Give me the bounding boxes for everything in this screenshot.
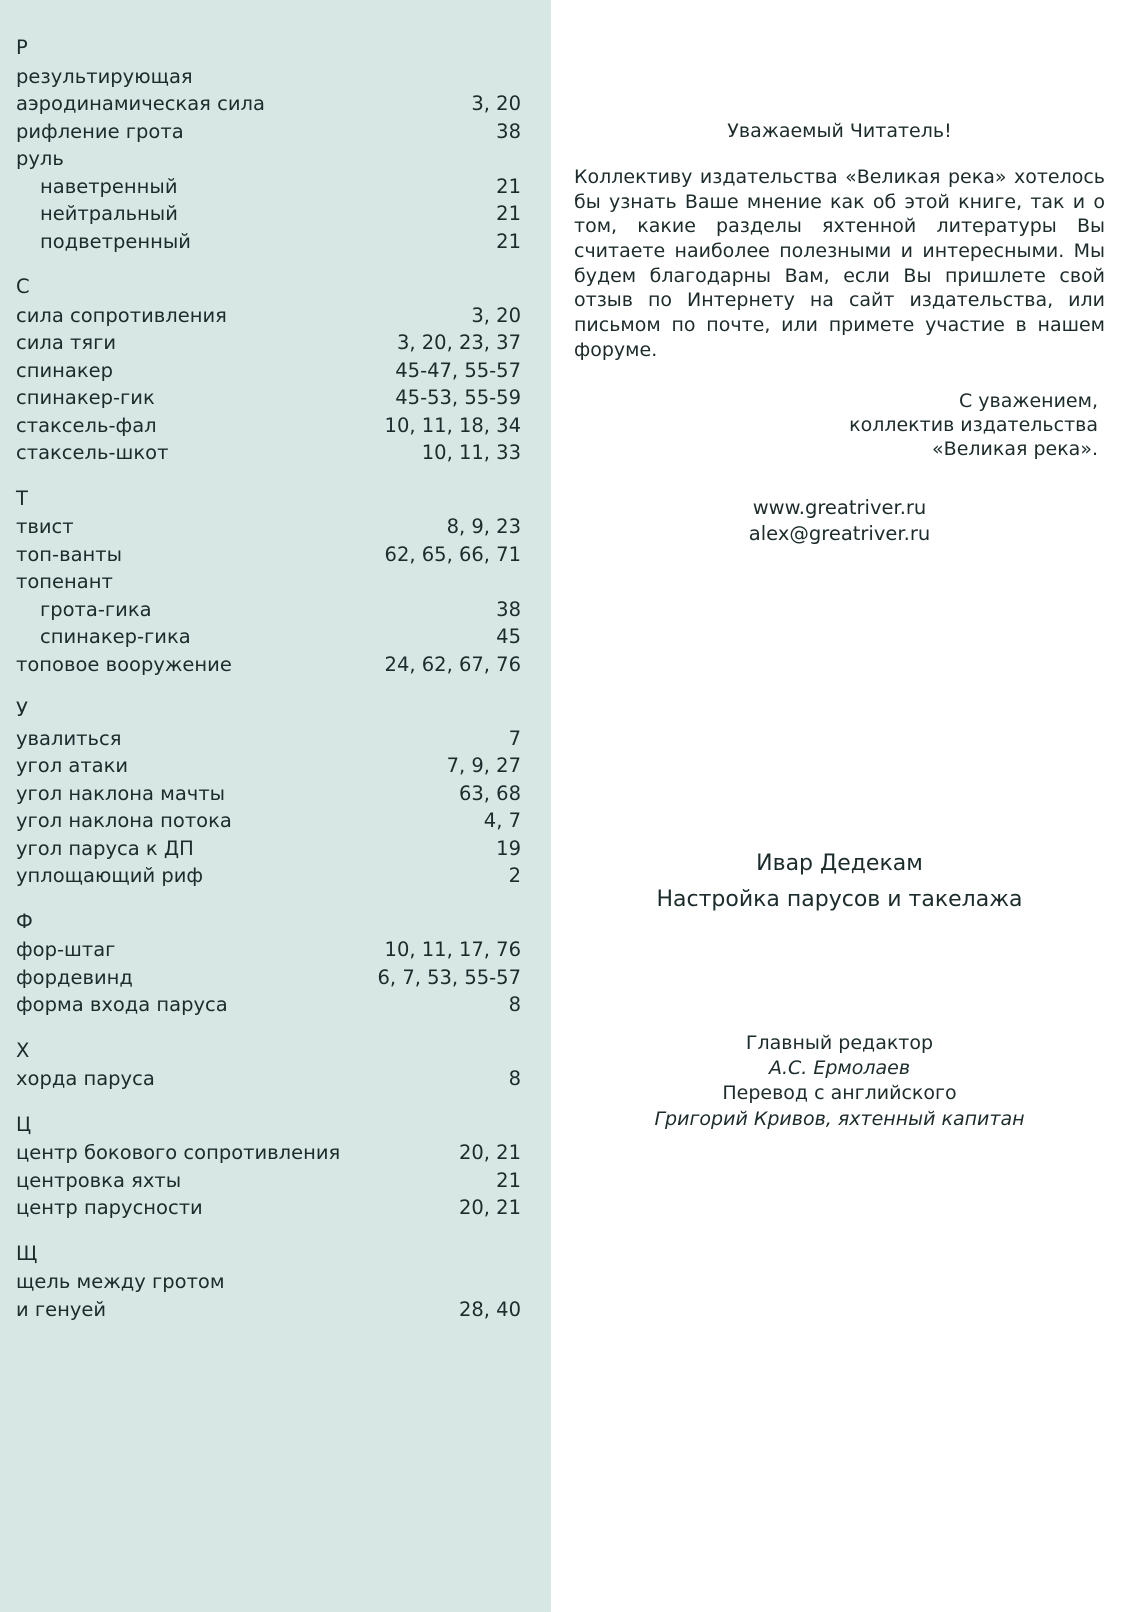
- reader-note-title: Уважаемый Читатель!: [727, 120, 952, 142]
- index-pages: 10, 11, 33: [421, 441, 521, 464]
- index-entry: [16, 303, 521, 327]
- index-letter: Ц: [16, 1112, 32, 1136]
- index-entry: [16, 597, 521, 621]
- index-pages: 21: [496, 174, 521, 198]
- index-letter: С: [16, 275, 30, 298]
- index-group-h: [14, 1038, 521, 1090]
- index-entry: [16, 866, 521, 886]
- index-term: подветренный: [40, 229, 191, 253]
- index-term: топовое вооружение: [16, 652, 232, 676]
- index-entry: [16, 94, 521, 114]
- index-term: результирующая: [16, 64, 193, 88]
- index-pages: 7, 9, 27: [446, 754, 521, 777]
- index-entry: [16, 229, 521, 253]
- index-entry: [16, 64, 521, 88]
- index-entry: [16, 965, 521, 989]
- index-entry: [16, 149, 521, 169]
- index-pages: 4, 7: [483, 809, 521, 832]
- index-entry: [16, 1272, 521, 1292]
- email-link[interactable]: alex@greatriver.ru: [748, 521, 931, 545]
- index-entry: [16, 119, 521, 143]
- contacts-block: [573, 495, 1106, 546]
- index-term: угол паруса к ДП: [16, 836, 194, 860]
- index-term: рифление грота: [16, 119, 184, 143]
- signature-line-2: коллектив издательства: [849, 413, 1098, 436]
- index-entry: [16, 174, 521, 198]
- index-term: спинакер-гика: [40, 625, 191, 648]
- index-group-t: [14, 486, 521, 676]
- index-entry: [16, 836, 521, 860]
- signature-line-3: «Великая река».: [932, 438, 1098, 461]
- index-term: аэродинамическая сила: [16, 92, 265, 115]
- index-term: топ-ванты: [16, 542, 123, 566]
- colophon-page: [551, 0, 1128, 1612]
- index-pages: 8: [508, 993, 521, 1016]
- index-entry: [16, 443, 521, 463]
- index-group-c: [14, 1112, 521, 1219]
- colophon-content: [573, 0, 1106, 1132]
- translation-label: Перевод с английского: [722, 1082, 957, 1105]
- index-term: увалиться: [16, 726, 122, 750]
- index-letter: Х: [16, 1038, 30, 1062]
- index-term: форма входа паруса: [16, 993, 228, 1016]
- reader-note-body: Коллективу издательства «Великая река» хотелось бы узнать Ваше мнение как об этой книге, так и о том, какие разделы яхтенной литературы Вы считаете наиболее полезными и интересными. Мы будем благодарны Вам, если Вы пришлете свой отзыв по Интернету на сайт издательства, или письмом по почте, или примете участие в нашем форуме.: [574, 166, 1105, 361]
- book-block: [573, 846, 1106, 919]
- index-pages: 3, 20, 23, 37: [396, 331, 521, 354]
- index-pages: 8, 9, 23: [446, 515, 521, 538]
- index-term: и генуей: [16, 1297, 107, 1321]
- index-pages: 45-53, 55-59: [395, 386, 521, 409]
- index-pages: 10, 11, 18, 34: [384, 413, 521, 437]
- index-term: руль: [16, 147, 64, 170]
- index-group-u: [14, 700, 521, 886]
- translator-name: Григорий Кривов, яхтенный капитан: [654, 1107, 1025, 1130]
- index-pages: 6, 7, 53, 55-57: [377, 965, 521, 989]
- index-term: фор-штаг: [16, 938, 116, 961]
- index-term: хорда паруса: [16, 1067, 155, 1090]
- index-entry: [16, 388, 521, 408]
- index-entry: [16, 652, 521, 676]
- index-term: сила сопротивления: [16, 303, 227, 327]
- index-entry: [16, 1069, 521, 1089]
- index-term: центр парусности: [16, 1196, 203, 1219]
- index-letter: Ф: [16, 909, 33, 933]
- index-letter: Т: [16, 486, 29, 510]
- index-entry: [16, 995, 521, 1015]
- index-entry: [16, 572, 521, 592]
- index-entry: [16, 627, 521, 647]
- index-entry: [16, 940, 521, 960]
- index-pages: 63, 68: [458, 781, 521, 805]
- index-term: центр бокового сопротивления: [16, 1141, 341, 1164]
- index-entry: [16, 1297, 521, 1321]
- index-term: фордевинд: [16, 965, 133, 989]
- index-entry: [16, 204, 521, 224]
- index-pages: 19: [496, 836, 521, 860]
- index-term: топенант: [16, 570, 113, 593]
- index-pages: 7: [508, 726, 521, 750]
- index-pages: 28, 40: [458, 1297, 521, 1321]
- index-pages: 21: [496, 229, 521, 253]
- index-entry: [16, 1168, 521, 1192]
- index-column: [14, 38, 521, 1319]
- index-term: угол атаки: [16, 754, 129, 777]
- index-pages: 38: [496, 119, 521, 143]
- index-term: угол наклона потока: [16, 809, 232, 832]
- index-term: сила тяги: [16, 331, 117, 354]
- index-letter: Р: [16, 36, 28, 59]
- index-pages: 20, 21: [458, 1141, 521, 1164]
- index-term: центровка яхты: [16, 1168, 182, 1192]
- index-entry: [16, 1198, 521, 1218]
- index-pages: 45-47, 55-57: [395, 358, 521, 382]
- index-term: стаксель-фал: [16, 413, 157, 437]
- index-pages: 21: [496, 1168, 521, 1192]
- signature-block: [573, 389, 1106, 462]
- index-pages: 45: [496, 625, 521, 648]
- index-group-sch: [14, 1241, 521, 1321]
- index-pages: 2: [508, 864, 521, 887]
- index-letter: У: [16, 698, 29, 721]
- editor-name: А.С. Ермолаев: [768, 1056, 911, 1079]
- index-letter: Щ: [16, 1241, 38, 1265]
- website-link[interactable]: www.greatriver.ru: [752, 496, 927, 520]
- index-term: наветренный: [40, 174, 178, 198]
- index-pages: 24, 62, 67, 76: [384, 652, 521, 676]
- index-pages: 38: [496, 597, 521, 621]
- index-term: грота-гика: [40, 597, 152, 621]
- index-entry: [16, 333, 521, 353]
- book-title: Настройка парусов и такелажа: [656, 887, 1023, 913]
- index-term: нейтральный: [40, 202, 178, 225]
- index-entry: [16, 517, 521, 537]
- index-term: уплощающий риф: [16, 864, 204, 887]
- index-group-s: [14, 277, 521, 463]
- index-group-r: [14, 38, 521, 251]
- index-pages: 21: [496, 202, 521, 225]
- index-term: спинакер-гик: [16, 386, 155, 409]
- signature-line-1: С уважением,: [958, 389, 1098, 412]
- index-page: [0, 0, 551, 1612]
- editor-label: Главный редактор: [745, 1031, 934, 1054]
- index-pages: 62, 65, 66, 71: [384, 542, 521, 566]
- index-entry: [16, 756, 521, 776]
- index-term: щель между гротом: [16, 1270, 225, 1293]
- index-term: стаксель-шкот: [16, 441, 169, 464]
- index-pages: 10, 11, 17, 76: [384, 938, 521, 961]
- index-entry: [16, 781, 521, 805]
- index-entry: [16, 358, 521, 382]
- index-pages: 3, 20: [471, 92, 521, 115]
- index-entry: [16, 542, 521, 566]
- book-author: Ивар Дедекам: [756, 851, 923, 877]
- index-term: твист: [16, 515, 74, 538]
- index-pages: 20, 21: [458, 1196, 521, 1219]
- index-term: угол наклона мачты: [16, 781, 226, 805]
- index-group-f: [14, 909, 521, 1016]
- index-term: спинакер: [16, 358, 113, 382]
- index-entry: [16, 811, 521, 831]
- credits-block: [573, 1031, 1106, 1132]
- index-pages: 3, 20: [471, 303, 521, 327]
- index-entry: [16, 1143, 521, 1163]
- index-pages: 8: [508, 1067, 521, 1090]
- index-entry: [16, 413, 521, 437]
- index-entry: [16, 726, 521, 750]
